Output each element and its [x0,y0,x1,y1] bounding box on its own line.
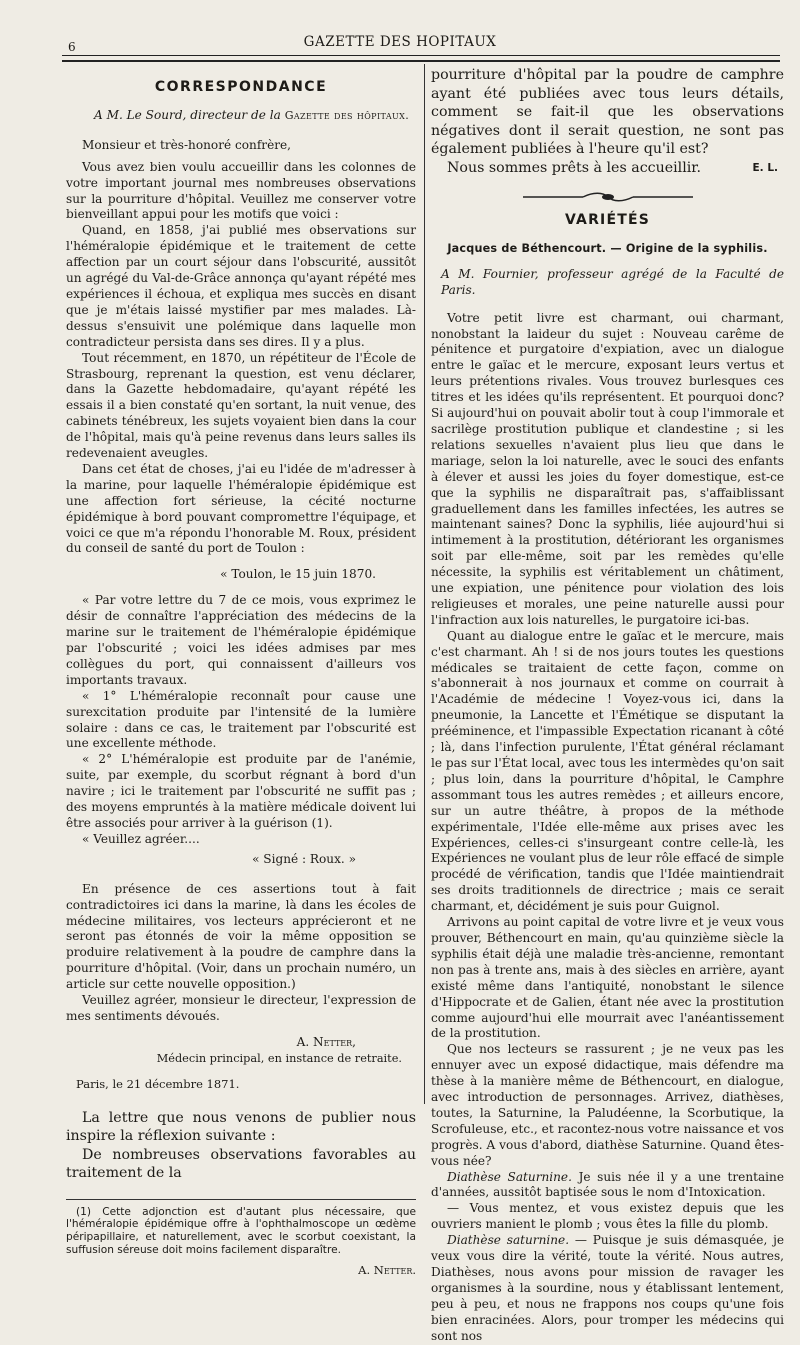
letter-address [66,108,416,124]
address-journal: Gazette des hôpitaux. [284,108,410,122]
header-rule [62,55,780,56]
address-prefix: A M. Le Sourd, directeur de la [94,107,281,122]
section-ornament [431,191,784,201]
speech: — Puisque je suis démasquée, je veux vous dire la vérité, toute la vérité. Nous autres, Diathèses, nous avons pour mission de ravager les organismes à la sourdine, nous y établissant lentement, peu à peu, et nous ne frappons nos coups qu'une fois bien enracinées. Alors, pour tromper les médecins qui sont nos [431,1233,784,1343]
paragraph: Votre petit livre est charmant, oui charmant, nonobstant la laideur du sujet : Nouveau carême de pénitence et purgatoire d'expiation, avec un dialogue entre le gaïac et le mercure, exposant leurs vertus et leurs prétentions rivales. Vous trouvez burlesques ces titres et les idées qu'ils représentent. Et pourquoi donc? Si aujourd'hui on pouvait abolir tout à coup l'immorale et sacrilège prostitution publique et clandestine ; si les relations sexuelles n'avaient plus lieu que dans le mariage, selon la loi naturelle, avec le souci des enfants à élever et aussi les joies du foyer domestique, est-ce que la syphilis ne disparaîtrait pas, s'affaiblissant graduellement dans les familles infectées, les autres se maintenant saines? Donc la syphilis, liée aujourd'hui si intimement à la prostitution, détériorant les organismes soit par elle-même, soit par les remèdes qu'elle nécessite, la syphilis est véritablement un châtiment, une expiation, une pénitence pour violation des lois religieuses et morales, une peine naturelle aussi pour l'infraction aux lois naturelles, le purgatoire ici-bas. [431,310,784,627]
editor-note-closing [431,159,784,178]
signature-name: A. Netter, [296,1034,356,1049]
paragraph: Arrivons au point capital de votre livre et je veux vous prouver, Béthencourt en main, qu'au quinzième siècle la syphilis était déjà une maladie très-ancienne, remontant non pas à trente ans, mais à des siècles en arrière, ayant existé même dans l'antiquité, nonobstant le silence d'Hippocrate et de Galien, étant née avec la prostitution comme aujourd'hui elle mourrait avec l'anéantissement de la prostitution. [431,915,784,1041]
page-number: 6 [68,40,76,54]
speaker: Diathèse Saturnine. [447,1169,572,1184]
closing-text: Nous sommes prêts à les accueillir. [447,159,702,176]
quoted-paragraph: « Par votre lettre du 7 de ce mois, vous exprimez le désir de connaître l'appréciation des médecins de la marine sur le traitement de l'héméralopie épidémique par l'obscurité ; voici les idées admises par mes collègues du port, qui connaissent d'ailleurs vos importants travaux. [66,593,416,687]
dialogue-paragraph: — Vous mentez, et vous existez depuis que les ouvriers manient le plomb ; vous êtes la fille du plomb. [431,1201,784,1232]
quoted-paragraph: « 2° L'héméralopie est produite par de l'anémie, suite, par exemple, du scorbut régnant à bord d'un navire ; ici le traitement par l'obscurité ne suffit pas ; des moyens empruntés à la matière médicale doivent lui être associés pour arriver à la guérison (1). [66,752,416,830]
signature-title: Médecin principal, en instance de retraite. [156,1051,402,1065]
section-title-correspondance: CORRESPONDANCE [154,79,328,95]
paragraph: Quand, en 1858, j'ai publié mes observations sur l'héméralopie épidémique et le traitement de cette affection par un court séjour dans l'obscurité, aussitôt un agrégé du Val-de-Grâce annonça qu'ayant répété mes expériences il échoua, et expliqua mes succès en disant que je m'étais laissé mystifier par mes malades. Là-dessus s'ensuivit une polémique dans laquelle mon contradicteur persista dans ses dires. Il y a plus. [66,223,416,349]
editor-note: La lettre que nous venons de publier nous inspire la réflexion suivante : [66,1109,416,1145]
paragraph: Veuillez agréer, monsieur le directeur, l'expression de mes sentiments dévoués. [66,993,416,1023]
right-column [431,66,784,1345]
quoted-signature: « Signé : Roux. » [252,851,356,866]
quoted-paragraph: « Veuillez agréer.... [82,831,200,846]
editor-note-continued: pourriture d'hôpital par la poudre de camphre ayant été publiées avec tous leurs détails, comment se fait-il que les observations négatives dont il serait question, ne sont pas également publiées à l'heure qu'il est? [431,67,784,157]
quoted-letter-date: « Toulon, le 15 juin 1870. [220,567,376,582]
letter-signature [66,1035,416,1067]
section-title-varietes: VARIÉTÉS [564,212,651,228]
quoted-paragraph: « 1° L'héméralopie reconnaît pour cause une surexcitation produite par l'intensité de la lumière solaire : dans ce cas, le traitement par l'obscurité est une excellente méthode. [66,688,416,751]
paragraph: Dans cet état de choses, j'ai eu l'idée de m'adresser à la marine, pour laquelle l'héméralopie épidémique est une affection fort sérieuse, la cécité nocturne épidémique à bord pouvant compromettre l'équipage, et voici ce que m'a répondu l'honorable M. Roux, président du conseil de santé du port de Toulon : [66,461,416,556]
ornament-rule-icon [523,192,693,202]
footnote: (1) Cette adjonction est d'autant plus nécessaire, que l'héméralopie épidémique offre à l'ophthalmoscope un œdème péripapillaire, et naturellement, avec le scorbut coexistant, la suffusion séreuse doit moins facilement disparaître. [66,1205,416,1256]
editor-initials: E. L. [752,161,778,174]
left-column [66,66,416,1279]
dialogue-paragraph [431,1233,784,1344]
speech: Je suis née il y a une trentaine d'années, aussitôt baptisée sous le nom d'Intoxication. [431,1169,784,1200]
editor-note: De nombreuses observations favorables au traitement de la [66,1146,416,1182]
paragraph: Vous avez bien voulu accueillir dans les colonnes de votre important journal mes nombreuses observations sur la pourriture d'hôpital. Veuillez me conserver votre bienveillant appui pour les motifs que voici : [66,159,416,222]
running-title: GAZETTE DES HOPITAUX [303,34,497,50]
letter-greeting: Monsieur et très-honoré confrère, [82,137,292,152]
footnote-signature: A. Netter. [358,1262,416,1277]
paragraph: Que nos lecteurs se rassurent ; je ne veux pas les ennuyer avec un exposé didactique, mais défendre ma thèse à la manière même de Béthencourt, en dialogue, avec introduction de personnages. Arrivez, diathèses, toutes, la Saturnine, la Paludéenne, la Scorbutique, la Scrofuleuse, etc., et racontez-nous votre naissance et vos progrès. A vous d'abord, diathèse Saturnine. Quand êtes-vous née? [431,1042,784,1168]
speaker: Diathèse saturnine. [447,1233,570,1248]
paragraph: Quant au dialogue entre le gaïac et le mercure, mais c'est charmant. Ah ! si de nos jours toutes les questions médicales se traitaient de cette façon, comme on s'abonnerait à nos journaux et comme on courrait à l'Académie de médecine ! Voyez-vous ici, dans la pneumonie, la Lancette et l'Émétique se disputant la prééminence, et l'impassible Expectation ricanant à côté ; là, dans l'infection purulente, l'État général réclamant le pas sur l'État local, avec tous les intermèdes qu'on sait ; plus loin, dans la pourriture d'hôpital, le Camphre assommant tous les autres remèdes ; et ailleurs encore, sur un autre théâtre, à propos de la méthode expérimentale, l'Idée elle-même aux prises avec les Expériences, celles-ci s'insurgeant contre celle-là, les Expériences ne voulant plus de leur rôle effacé de simple procédé de vérification, tandis que l'Idée maintiendrait ses droits traditionnels de directrice ; mais ce serait charmant, et, décidément je suis pour Guignol. [431,628,784,914]
column-divider [424,64,425,1104]
article-address: A M. Fournier, professeur agrégé de la Faculté de Paris. [441,266,784,297]
article-subtitle: Jacques de Béthencourt. — Origine de la syphilis. [447,241,768,255]
footnote-rule [66,1199,416,1200]
paragraph: Tout récemment, en 1870, un répétiteur de l'École de Strasbourg, reprenant la question, est venu déclarer, dans la Gazette hebdomadaire, qu'ayant répété les essais il a bien constaté qu'en sortant, la nuit venue, des cabinets ténébreux, les sujets voyaient bien dans la cour de l'hôpital, mais qu'à peine revenus dans leurs salles ils redevenaient aveugles. [66,350,416,461]
dialogue-paragraph [431,1170,784,1202]
paragraph: En présence de ces assertions tout à fait contradictoires ici dans la marine, là dans les écoles de médecine militaires, vos lecteurs apprécieront et ne seront pas étonnés de voir la même opposition se produire relativement à la poudre de camphre dans la pourriture d'hôpital. (Voir, dans un prochain numéro, un article sur cette nouvelle opposition.) [66,881,416,992]
header-rule-thick [62,60,780,62]
place-date: Paris, le 21 décembre 1871. [76,1076,240,1091]
